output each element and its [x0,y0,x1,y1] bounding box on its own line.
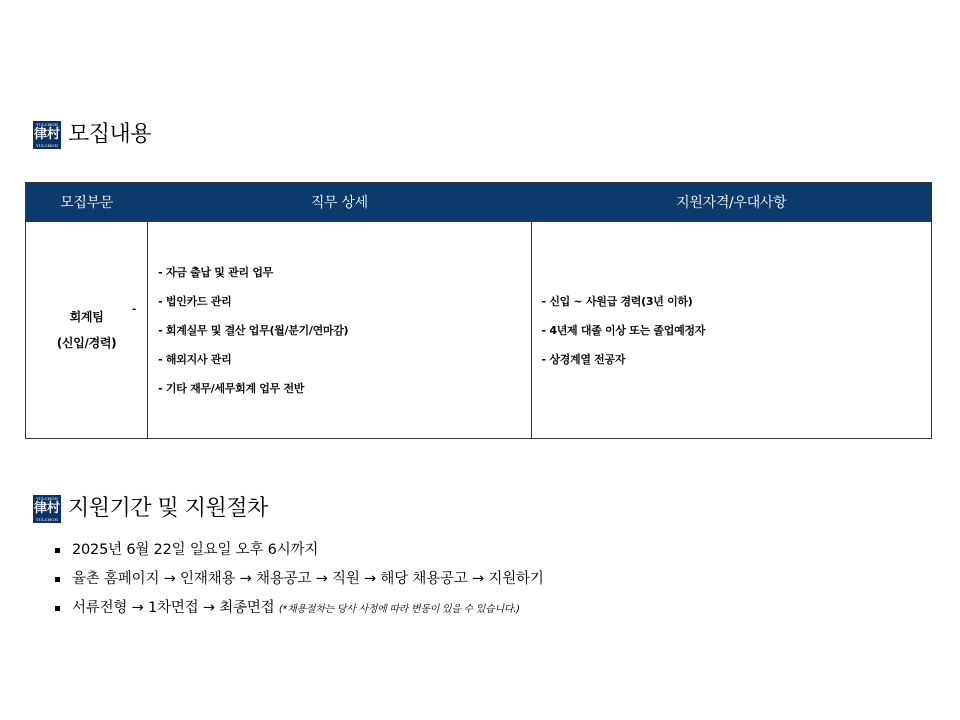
yulchon-logo-icon [33,121,61,149]
bullet-text: 2025년 6월 22일 일요일 오후 6시까지 [72,542,319,558]
list-item: - 해외지사 관리 [158,352,232,366]
logo-mid-text: 律村 [33,501,60,516]
recruitment-table [25,182,932,439]
logo-mid-text: 律村 [33,127,60,142]
bullet-text: 율촌 홈페이지 → 인재채용 → 채용공고 → 직원 → 해당 채용공고 → 지원하기 [72,571,544,587]
header-job-details: 직무 상세 [148,183,531,222]
department-cell [26,222,148,439]
yulchon-logo-icon [33,495,61,523]
job-details-list [148,258,530,403]
list-item [54,594,544,624]
list-item: - 4년제 대졸 이상 또는 졸업예정자 [541,323,706,337]
list-item: - 신입 ~ 사원급 경력(3년 이하) [541,294,693,308]
department-type: (신입/경력) [56,336,117,350]
bullet-note: (*채용절차는 당사 사정에 따라 변동이 있을 수 있습니다.) [278,604,520,615]
logo-bottom-text: YULCHON [36,517,58,522]
table-header-row [26,183,932,222]
section-title: 모집내용 [68,122,152,147]
logo-bottom-text: YULCHON [36,143,58,148]
bullet-text: 서류전형 → 1차면접 → 최종면접 [72,600,279,616]
header-department: 모집부문 [26,183,148,222]
list-item: - 법인카드 관리 [158,294,232,308]
job-details-cell [148,222,531,439]
logo-top-text: YULCHON [36,122,58,127]
application-steps-list [54,536,544,624]
qualifications-list [532,287,931,374]
list-item [54,565,544,594]
list-item: - 상경계열 전공자 [541,352,626,366]
department-dash: - [132,304,136,315]
qualifications-cell [531,222,931,439]
square-bullet-icon [55,548,60,553]
list-item: - 회계실무 및 결산 업무(월/분기/연마감) [158,323,349,337]
logo-top-text: YULCHON [36,496,58,501]
square-bullet-icon [55,577,60,582]
section-title: 지원기간 및 지원절차 [68,496,268,521]
department-name: 회계팀 [69,310,104,324]
list-item: - 자금 출납 및 관리 업무 [158,265,273,279]
list-item [54,536,544,565]
list-item: - 기타 재무/세무회계 업무 전반 [158,381,305,395]
square-bullet-icon [55,606,60,611]
table-row [26,222,932,439]
section-heading-application [33,494,268,524]
header-qualifications: 지원자격/우대사항 [531,183,931,222]
section-heading-recruitment [33,120,151,150]
